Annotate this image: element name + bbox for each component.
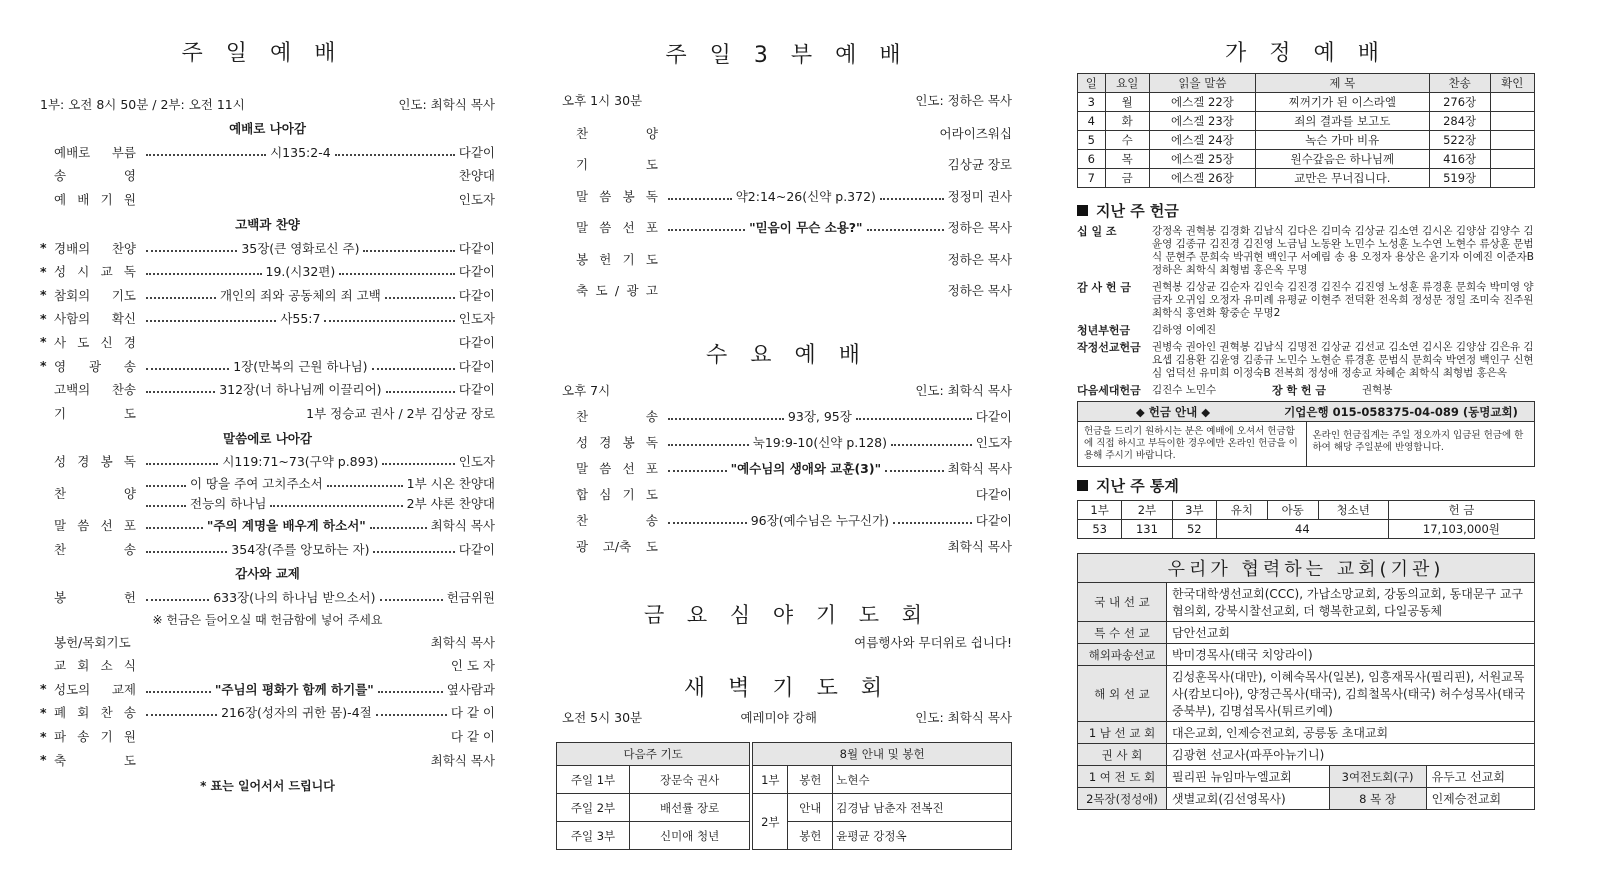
worship-leader: 인도: 최학식 목사 — [398, 97, 495, 112]
third-service-order — [562, 117, 1012, 306]
item-person: 다같이 — [458, 334, 495, 350]
item-person: 인도자 — [458, 454, 495, 470]
item-label: 예배로 부름 — [54, 144, 136, 160]
wednesday-item — [562, 455, 1012, 481]
friday-prayer-title: 금 요 심 야 기 도 회 — [643, 603, 931, 627]
item-detail: 93장, 95장 — [787, 409, 852, 424]
star-mark: * — [40, 310, 47, 326]
service-item — [40, 236, 495, 260]
service-item — [40, 307, 495, 331]
item-person: 다 같 이 — [450, 729, 495, 745]
notice-left: 헌금을 드리기 원하시는 분은 예배에 오셔서 헌금함에 직접 하시고 부득이한 경우에만 온라인 헌금을 이용해 주시기 바랍니다. — [1078, 422, 1307, 466]
service-item — [40, 401, 495, 425]
item-person: 김상균 장로 — [947, 157, 1012, 173]
sermon-block — [40, 513, 495, 560]
item-person: 인도자 — [458, 191, 495, 207]
item-person: 찬양대 — [458, 168, 495, 184]
scholarship-row: 다음세대헌금 김진수 노민수 장 학 헌 금 권혁봉 — [1077, 384, 1393, 397]
stat-offering-total: 17,103,000원 — [1388, 520, 1534, 539]
wednesday-order — [562, 403, 1012, 559]
wednesday-item — [562, 429, 1012, 455]
offering-category: 십 일 조 강정옥 권혁봉 김경화 김남식 김다은 김미숙 김상균 김소연 김시온 김양삼 김양수 김윤영 김종규 김진경 김진영 노금님 노동완 노민수 노성훈 노수연 노현수 류상훈 문범식 문현주 문희숙 박귀현 백인구 서예림 송 용 오정자 용상은 윤기자 이예진 이준자B 정하은 최학식 최형범 홍은옥 무명 — [1077, 225, 1534, 276]
dawn-prayer-meta — [562, 708, 1012, 726]
item-label: 봉헌/목회기도 — [54, 634, 131, 650]
prayer-row: 주일 1부 장문숙 권사 — [557, 766, 750, 794]
section-heading: 고백과 찬양 — [235, 216, 300, 232]
offering-list — [1077, 225, 1535, 380]
family-col-header: 찬송 — [1429, 74, 1490, 93]
item-person: 최학식 목사 — [430, 634, 495, 650]
third-service-item — [562, 180, 1012, 212]
order-of-service — [40, 119, 495, 473]
family-col-header: 제 목 — [1255, 74, 1429, 93]
wednesday-item — [562, 403, 1012, 429]
offering-category: 청년부헌금 김하영 이예진 — [1077, 324, 1217, 337]
anthem-line: 이 땅을 주여 고치주소서 1부 시온 찬양대 — [142, 473, 495, 493]
item-person: 다 같 이 — [450, 705, 495, 721]
item-person: 다같이 — [975, 513, 1012, 528]
item-detail: 19.(시32편) — [265, 264, 336, 280]
service-times: 1부: 오전 8시 50분 / 2부: 오전 11시 — [40, 97, 245, 112]
sunday-worship-column — [40, 0, 495, 796]
item-label: 찬 송 — [576, 513, 658, 528]
item-person: 다같이 — [458, 287, 495, 303]
item-person: 정하은 목사 — [947, 220, 1012, 236]
item-detail: 633장(나의 하나님 받으소서) — [213, 590, 376, 606]
dawn-prayer-title: 새 벽 기 도 회 — [683, 676, 891, 701]
offering-section-title: 지난 주 헌금 — [1077, 200, 1535, 221]
item-label: 합 심 기 도 — [576, 487, 658, 502]
service-item — [40, 450, 495, 474]
family-worship-table — [1077, 73, 1535, 188]
item-label: 성 경 봉 독 — [576, 435, 658, 450]
closing-item — [40, 748, 495, 772]
aug-2bu: 2부 — [753, 794, 788, 850]
stat-3bu: 52 — [1172, 520, 1216, 539]
item-person: 정하은 목사 — [947, 283, 1012, 299]
wednesday-item — [562, 507, 1012, 533]
service-item — [40, 164, 495, 188]
item-label: 기 도 — [576, 157, 658, 173]
offering-notice-box — [1077, 401, 1535, 467]
dawn-book: 예레미야 강해 — [740, 710, 817, 725]
item-label: 말 씀 봉 독 — [576, 188, 658, 204]
anthem-line: 전능의 하나님 2부 샤론 찬양대 — [142, 493, 495, 513]
partner-row: 1 남 선 교 회 대은교회, 인제승전교회, 공릉동 초대교회 — [1078, 722, 1535, 744]
offering-note: ※ 헌금은 들어오실 때 헌금함에 넣어 주세요 — [152, 612, 383, 627]
closing-item — [40, 724, 495, 748]
aug-role-3: 봉헌 — [788, 822, 833, 850]
attendance-stats-table — [1077, 500, 1535, 539]
hymn-row — [40, 537, 495, 561]
item-label: 축 도 / 광 고 — [576, 283, 658, 299]
stat-2bu: 131 — [1122, 520, 1172, 539]
item-person: 최학식 목사 — [430, 517, 495, 533]
stats-col-header: 유치 — [1216, 501, 1267, 520]
stat-youth: 44 — [1216, 520, 1388, 539]
family-and-offering-column — [1077, 0, 1535, 810]
item-detail: 1장(만복의 근원 하나님) — [233, 358, 368, 374]
stats-col-header: 3부 — [1172, 501, 1216, 520]
friday-note: 여름행사와 무더위로 쉽니다! — [854, 635, 1012, 650]
item-detail: "주의 계명을 배우게 하소서" — [206, 517, 366, 533]
item-label: 찬 양 — [576, 125, 658, 141]
offering-block — [40, 585, 495, 609]
closing-item — [40, 701, 495, 725]
square-bullet-icon — [1077, 480, 1088, 491]
anthem-row — [40, 473, 495, 513]
aug-who-2: 김경남 남춘자 전복진 — [833, 794, 1012, 822]
notice-right: 온라인 헌금집계는 주일 정오까지 입금된 헌금에 한하여 해당 주일분에 반영합니다. — [1312, 430, 1524, 453]
item-person: 정정미 권사 — [947, 188, 1012, 204]
partner-row: 권 사 회 김광현 선교사(파푸아뉴기니) — [1078, 744, 1535, 766]
star-mark: * — [40, 334, 47, 350]
partner-row: 해외파송선교 박미경목사(태국 치앙라이) — [1078, 644, 1535, 666]
star-mark: * — [40, 240, 47, 256]
closing-items — [40, 630, 495, 772]
item-label: 참회의 기도 — [54, 287, 136, 303]
star-mark: * — [40, 728, 47, 744]
item-detail: 시135:2-4 — [270, 144, 331, 160]
item-person: 정하은 목사 — [947, 251, 1012, 267]
item-label: 봉 헌 — [54, 590, 136, 606]
item-person: 인 도 자 — [450, 658, 495, 674]
family-col-header: 읽을 말씀 — [1149, 74, 1255, 93]
closing-item — [40, 677, 495, 701]
wednesday-service-title: 수 요 예 배 — [706, 343, 868, 368]
star-mark: * — [40, 681, 47, 697]
service-item — [40, 187, 495, 211]
item-person: 인도자 — [458, 311, 495, 327]
item-person: 다같이 — [458, 541, 495, 557]
item-person: 최학식 목사 — [430, 752, 495, 768]
aug-role-1: 봉헌 — [788, 766, 833, 794]
star-mark: * — [40, 704, 47, 720]
stats-col-header: 아동 — [1267, 501, 1318, 520]
family-worship-title: 가 정 예 배 — [1225, 41, 1387, 66]
family-row: 7 금 에스겔 26장 교만은 무너집니다. 519장 — [1078, 169, 1535, 188]
item-label: 성 경 봉 독 — [54, 454, 136, 470]
item-label: 송 영 — [54, 168, 136, 184]
third-service-time: 오후 1시 30분 — [562, 93, 643, 108]
family-col-header: 일 — [1078, 74, 1106, 93]
wednesday-service-meta — [562, 381, 1012, 399]
partner-row: 국 내 선 교 한국대학생선교회(CCC), 가납소망교회, 강동의교회, 동대문구 교구협의회, 강북시찰선교회, 더 행복한교회, 다일공동체 — [1078, 583, 1535, 622]
item-detail: "믿음이 무슨 소용?" — [749, 220, 863, 236]
august-duty-table — [752, 742, 1012, 850]
item-label: 봉 헌 기 도 — [576, 251, 658, 267]
third-service-meta — [562, 91, 1012, 109]
item-label: 교 회 소 식 — [54, 658, 136, 674]
partner-churches-table: 우리가 협력하는 교회(기관) 국 내 선 교 한국대학생선교회(CCC), 가납소망교회, 강동의교회, 동대문구 교구협의회, 강북시찰선교회, 더 행복한교회, 다일공동체 특 수 선 교 담안선교회 해외파송선교 박미경목사(태국 치앙라이) 해 외 선 교 김성훈목사(대만), 이혜숙목사(일본), 임흥재목사(필리핀), 서원교목사(캄보디아), 양정근목사(태국), 김희철목사(태국) 허수성목사(태국중북부), 김명섭목사(튀르키예) 1 남 선 교 회 대은교회, 인제승전교회, 공릉동 초대교회 권 사 회 김광현 선교사(파푸아뉴기니) 1 여 전 도 회 필리핀 뉴임마누엘교회 3여전도회(구) 유두고 선교회 2목장(정성애) 샛별교회(김선영목사) 8 목 장 인제승전교회 — [1077, 553, 1535, 810]
item-detail: 사55:7 — [280, 311, 321, 327]
bank-account: 기업은행 015-058375-04-089 (동명교회) — [1284, 404, 1518, 419]
item-detail: 96장(예수님은 누구신가) — [750, 513, 890, 528]
star-mark: * — [40, 752, 47, 768]
third-service-item — [562, 243, 1012, 275]
item-person: 옆사람과 — [446, 681, 495, 697]
square-bullet-icon — [1077, 205, 1088, 216]
next-week-prayer-table — [556, 742, 750, 850]
item-detail: 312장(너 하나님께 이끌리어) — [219, 382, 382, 398]
third-service-leader: 인도: 정하은 목사 — [915, 93, 1012, 108]
partner-row: 해 외 선 교 김성훈목사(대만), 이혜숙목사(일본), 임흥재목사(필리핀), 서원교목사(캄보디아), 양정근목사(태국), 김희철목사(태국) 허수성목사(태국중북부), 김명섭목사(튀르키예) — [1078, 666, 1535, 722]
dawn-time: 오전 5시 30분 — [562, 710, 643, 725]
other-services-column — [562, 0, 1012, 850]
offering-category: 감 사 헌 금 권혁봉 김상균 김순자 김인숙 김진경 김진수 김진영 노성훈 류경훈 문희숙 박미영 양금자 오귀임 오정자 유미례 유평균 이현주 전덕환 전옥희 정성문 정일 조미숙 진주원 최학식 홍연화 황중순 무명2 — [1077, 281, 1534, 319]
family-row: 6 목 에스겔 25장 원수갚음은 하나님께 416장 — [1078, 150, 1535, 169]
august-table-header: 8월 안내 및 봉헌 — [753, 743, 1012, 766]
item-person: 다같이 — [975, 487, 1012, 502]
item-person: 어라이즈워십 — [939, 125, 1012, 141]
wednesday-item — [562, 533, 1012, 559]
item-label: 찬 송 — [54, 541, 136, 557]
item-person: 다같이 — [975, 409, 1012, 424]
item-label: 폐 회 찬 송 — [54, 705, 136, 721]
aug-who-1: 노현수 — [833, 766, 1012, 794]
offering-category: 작정선교헌금 권병숙 권아인 권혁봉 김남식 김명전 김상균 김선교 김소연 김시온 김양삼 김은유 김요셉 김용환 김윤영 김종규 노민수 노현순 류경훈 문범식 문희숙 박연정 백인구 신현심 엄덕선 유미희 이정숙B 전복희 정성애 정송교 차혜순 최학식 최형범 홍은옥 — [1077, 341, 1534, 379]
third-service-item — [562, 275, 1012, 307]
item-label: 찬 송 — [576, 409, 658, 424]
service-item — [40, 330, 495, 354]
prayer-table-header: 다음주 기도 — [557, 743, 750, 766]
sunday-worship-title: 주 일 예 배 — [181, 41, 344, 66]
third-service-item — [562, 149, 1012, 181]
third-service-title: 주 일 3 부 예 배 — [665, 43, 909, 68]
item-person: 다같이 — [458, 358, 495, 374]
service-item — [40, 283, 495, 307]
item-person: 최학식 목사 — [947, 461, 1012, 476]
third-service-item — [562, 117, 1012, 149]
item-label: 사 도 신 경 — [54, 334, 136, 350]
closing-item — [40, 630, 495, 654]
aug-role-2: 안내 — [788, 794, 833, 822]
item-detail: "주님의 평화가 함께 하기를" — [214, 681, 374, 697]
aug-1bu: 1부 — [753, 766, 788, 794]
aug-who-3: 윤평균 강정옥 — [833, 822, 1012, 850]
service-item — [40, 140, 495, 164]
item-label: 말 씀 선 포 — [576, 461, 658, 476]
stats-col-header: 청소년 — [1318, 501, 1388, 520]
wednesday-leader: 인도: 최학식 목사 — [915, 383, 1012, 398]
item-detail: 개인의 죄와 공동체의 죄 고백 — [219, 287, 381, 303]
service-item — [40, 259, 495, 283]
family-row: 3 월 에스겔 22장 찌꺼기가 된 이스라엘 276장 — [1078, 93, 1535, 112]
star-mark: * — [40, 358, 47, 374]
item-label: 성 시 교 독 — [54, 264, 136, 280]
item-detail: 약2:14~26(신약 p.372) — [735, 188, 876, 204]
service-item — [40, 377, 495, 401]
family-col-header: 확인 — [1490, 74, 1534, 93]
sunday-worship-meta — [40, 95, 495, 113]
stat-1bu: 53 — [1078, 520, 1122, 539]
prayer-row: 주일 3부 신미애 청년 — [557, 822, 750, 850]
item-label: 성도의 교제 — [54, 681, 136, 697]
stats-col-header: 1부 — [1078, 501, 1122, 520]
offering-row — [40, 585, 495, 609]
item-detail: 눅19:9-10(신약 p.128) — [752, 435, 887, 450]
item-person: 최학식 목사 — [947, 539, 1012, 554]
partner-title: 우리가 협력하는 교회(기관) — [1078, 554, 1535, 583]
section-heading: 예배로 나아감 — [229, 121, 306, 136]
item-label: 말 씀 선 포 — [576, 220, 658, 236]
family-col-header: 요일 — [1105, 74, 1149, 93]
item-person: 다같이 — [458, 144, 495, 160]
item-label: 영 광 송 — [54, 358, 136, 374]
item-detail: 시119:71~73(구약 p.893) — [222, 454, 379, 470]
anthem-label: 찬 양 — [54, 486, 136, 502]
item-person: 헌금위원 — [446, 590, 495, 606]
item-detail: "예수님의 생애와 교훈(3)" — [730, 461, 882, 476]
star-mark: * — [40, 263, 47, 279]
item-label: 사함의 확신 — [54, 311, 136, 327]
item-label: 파 송 기 원 — [54, 729, 136, 745]
item-person: 다같이 — [458, 382, 495, 398]
sermon-row — [40, 513, 495, 537]
prayer-row: 주일 2부 배선률 장로 — [557, 794, 750, 822]
family-row: 4 화 에스겔 23장 죄의 결과를 보고도 284장 — [1078, 112, 1535, 131]
duty-tables — [556, 742, 1012, 850]
third-service-item — [562, 212, 1012, 244]
item-label: 고백의 찬송 — [54, 382, 136, 398]
closing-item — [40, 654, 495, 678]
stats-col-header: 헌 금 — [1388, 501, 1534, 520]
item-person: 다같이 — [458, 264, 495, 280]
stats-col-header: 2부 — [1122, 501, 1172, 520]
service-item — [40, 354, 495, 378]
item-label: 경배의 찬양 — [54, 240, 136, 256]
notice-title: ◆ 헌금 안내 ◆ — [1135, 404, 1211, 419]
wednesday-time: 오후 7시 — [562, 383, 611, 398]
item-person: 1부 정승교 권사 / 2부 김상균 장로 — [306, 405, 495, 421]
item-person: 다같이 — [458, 240, 495, 256]
item-label: 예 배 기 원 — [54, 191, 136, 207]
item-label: 말 씀 선 포 — [54, 517, 136, 533]
item-detail: 35장(큰 영화로신 주) — [241, 240, 360, 256]
item-label: 축 도 — [54, 752, 136, 768]
partner-row: 특 수 선 교 담안선교회 — [1078, 622, 1535, 644]
dawn-leader: 인도: 최학식 목사 — [915, 710, 1012, 725]
family-row: 5 수 에스겔 24장 녹슨 가마 비유 522장 — [1078, 131, 1535, 150]
stats-section-title: 지난 주 통계 — [1077, 475, 1535, 496]
standing-note: * 표는 일어서서 드립니다 — [200, 779, 335, 794]
wednesday-item — [562, 481, 1012, 507]
star-mark: * — [40, 287, 47, 303]
item-label: 기 도 — [54, 405, 136, 421]
item-detail: 354장(주를 앙모하는 자) — [231, 541, 370, 557]
section-heading: 말씀에로 나아감 — [223, 430, 312, 446]
thanks-heading: 감사와 교제 — [235, 566, 300, 582]
item-detail: 216장(성자의 귀한 몸)-4절 — [221, 705, 372, 721]
item-label: 광 고/축 도 — [576, 539, 658, 554]
item-person: 인도자 — [975, 435, 1012, 450]
